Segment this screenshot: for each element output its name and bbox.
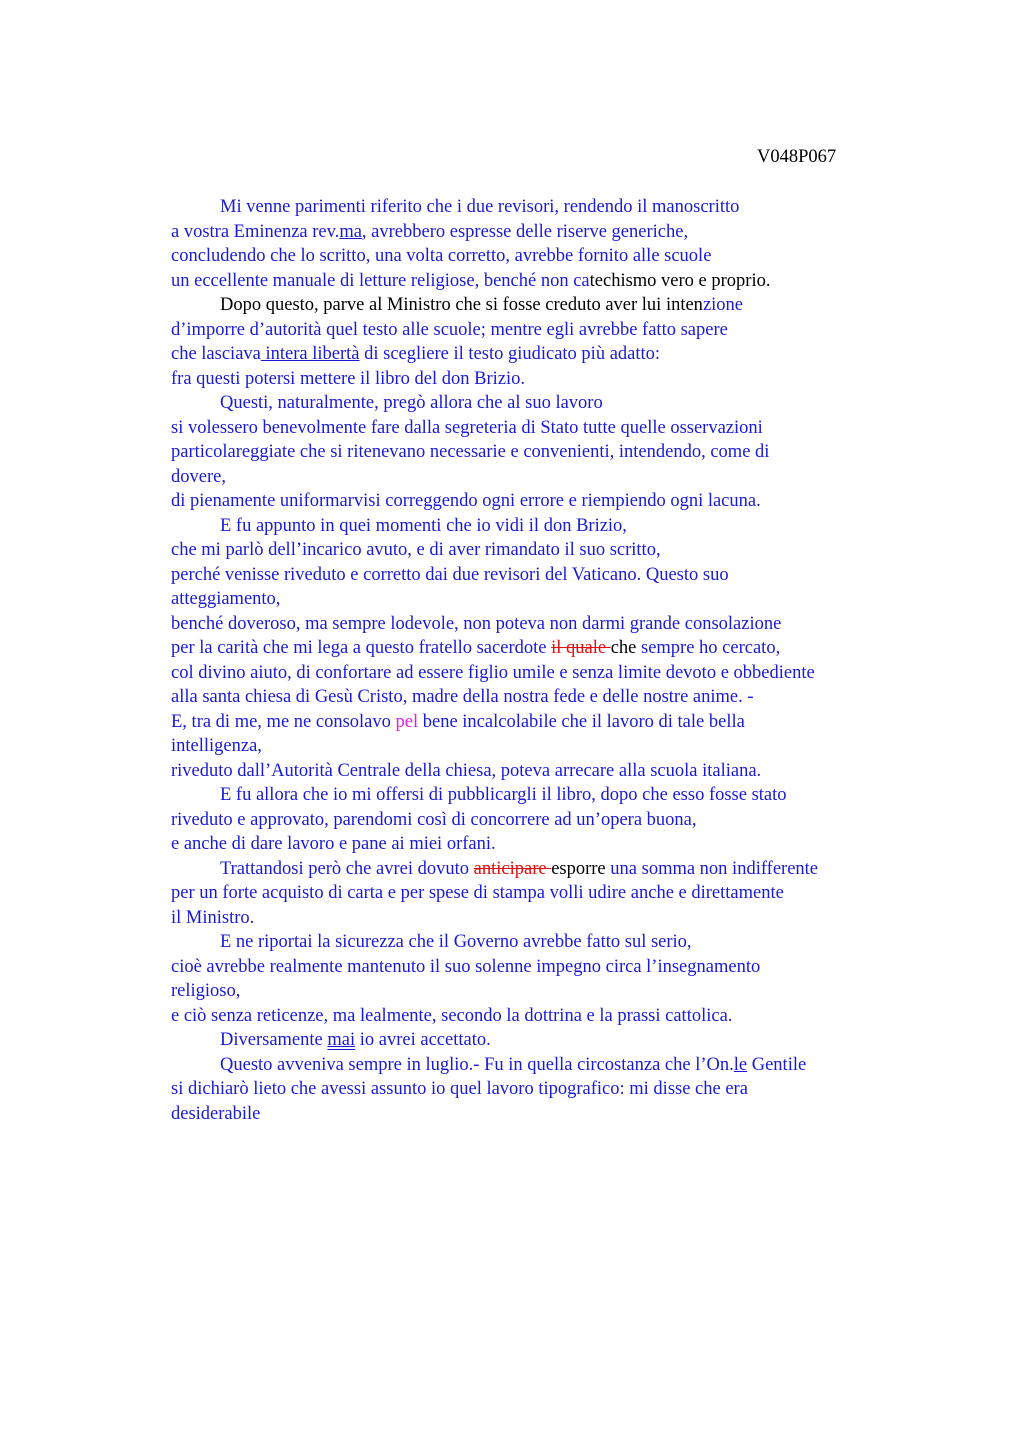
text-segment: e ciò senza reticenze, ma lealmente, secondo la dottrina e la prassi cattolica. — [171, 1005, 733, 1026]
text-segment: Questo avveniva sempre in luglio.- Fu in quella circostanza che l’On. — [220, 1054, 734, 1075]
text-line — [171, 759, 931, 784]
text-segment: a vostra Eminenza rev. — [171, 221, 340, 242]
text-line — [171, 1053, 931, 1078]
text-line — [171, 587, 931, 612]
text-line — [171, 734, 931, 759]
text-line — [171, 416, 931, 441]
text-segment: techismo vero e proprio. — [589, 270, 771, 291]
text-segment: che mi parlò dell’incarico avuto, e di aver rimandato il suo scritto, — [171, 540, 661, 560]
text-segment: Mi venne parimenti riferito che i due revisori, rendendo il manoscritto — [220, 197, 740, 217]
text-segment: si dichiarò lieto che avessi assunto io quel lavoro tipografico: mi disse che era — [171, 1079, 748, 1099]
text-line — [171, 440, 931, 465]
text-line — [171, 1028, 931, 1053]
text-line — [171, 367, 931, 392]
text-line — [171, 857, 931, 882]
text-segment: E, tra di me, me ne consolavo — [171, 711, 396, 732]
text-segment: col divino aiuto, di confortare ad essere figlio umile e senza limite devoto e obbediente — [171, 662, 815, 683]
text-segment: perché venisse riveduto e corretto dai due revisori del Vaticano. Questo suo — [171, 564, 729, 585]
text-segment: E fu allora che io mi offersi di pubblicargli il libro, dopo che esso fosse stato — [220, 785, 787, 805]
text-line — [171, 710, 931, 735]
text-line — [171, 930, 931, 955]
text-segment: Diversamente — [220, 1030, 328, 1050]
text-segment: e anche di dare lavoro e pane ai miei orfani. — [171, 834, 496, 854]
text-segment: intelligenza, — [171, 736, 262, 756]
text-line — [171, 612, 931, 637]
text-segment: Gentile — [747, 1054, 807, 1075]
text-line — [171, 465, 931, 490]
text-segment: concludendo che lo scritto, una volta corretto, avrebbe fornito alle scuole — [171, 246, 712, 266]
text-line — [171, 318, 931, 343]
text-segment: di scegliere il testo giudicato più adatto: — [359, 344, 661, 364]
underlined-text: mai — [327, 1030, 356, 1050]
text-line — [171, 1102, 931, 1127]
text-line — [171, 220, 931, 245]
underlined-text: intera libertà — [260, 344, 360, 364]
text-line — [171, 489, 931, 514]
text-line — [171, 538, 931, 563]
text-segment: particolareggiate che si ritenevano necessarie e convenienti, intendendo, come di — [171, 442, 770, 462]
highlighted-text: pel — [395, 711, 419, 732]
text-segment: Dopo questo, parve al Ministro che si fosse creduto aver lui inten — [220, 295, 703, 315]
text-segment: per un forte acquisto di carta e per spese di stampa volli udire anche e direttamente — [171, 883, 784, 903]
text-segment: desiderabile — [171, 1103, 261, 1124]
text-line — [171, 955, 931, 980]
text-segment: che lasciava — [171, 344, 261, 364]
text-segment: io avrei accettato. — [355, 1030, 491, 1050]
text-line — [171, 269, 931, 294]
text-line — [171, 783, 931, 808]
text-segment: cioè avrebbe realmente mantenuto il suo solenne impegno circa l’insegnamento — [171, 956, 761, 977]
text-segment: un eccellente manuale di letture religiose, benché non ca — [171, 270, 590, 291]
text-line — [171, 563, 931, 588]
text-line — [171, 244, 931, 269]
text-line — [171, 391, 931, 416]
text-segment: atteggiamento, — [171, 589, 281, 609]
text-segment: riveduto dall’Autorità Centrale della chiesa, poteva arrecare alla scuola italiana. — [171, 760, 762, 781]
text-segment: benché doveroso, ma sempre lodevole, non poteva non darmi grande consolazione — [171, 613, 782, 634]
underlined-text: ma — [339, 221, 362, 242]
text-segment: una somma non indifferente — [605, 858, 819, 879]
text-segment: bene incalcolabile che il lavoro di tale bella — [418, 711, 745, 732]
text-segment: fra questi potersi mettere il libro del don Brizio. — [171, 368, 525, 389]
text-segment: Questi, naturalmente, pregò allora che al suo lavoro — [220, 393, 603, 413]
text-segment: di pienamente uniformarvisi correggendo ogni errore e riempiendo ogni lacuna. — [171, 491, 761, 511]
document-body — [171, 195, 931, 1126]
text-segment: religioso, — [171, 981, 241, 1001]
text-segment: d’imporre d’autorità quel testo alle scuole; mentre egli avrebbe fatto sapere — [171, 319, 728, 340]
text-line — [171, 1004, 931, 1029]
text-line — [171, 979, 931, 1004]
text-line — [171, 1077, 931, 1102]
text-segment: esporre — [551, 858, 606, 879]
text-line — [171, 832, 931, 857]
text-line — [171, 808, 931, 833]
text-line — [171, 906, 931, 931]
text-segment: alla santa chiesa di Gesù Cristo, madre della nostra fede e delle nostre anime. - — [171, 687, 754, 707]
text-line — [171, 661, 931, 686]
deleted-text: il quale — [551, 638, 611, 658]
text-segment: per la carità che mi lega a questo fratello sacerdote — [171, 638, 552, 658]
text-line — [171, 881, 931, 906]
text-segment: , avrebbero espresse delle riserve generiche, — [361, 221, 689, 242]
text-segment: sempre ho cercato, — [636, 638, 781, 658]
text-line — [171, 293, 931, 318]
text-line — [171, 636, 931, 661]
text-segment: si volessero benevolmente fare dalla segreteria di Stato tutte quelle osservazioni — [171, 417, 763, 438]
page-identifier: V048P067 — [757, 147, 837, 167]
underlined-text: le — [733, 1054, 748, 1075]
text-segment: E fu appunto in quei momenti che io vidi il don Brizio, — [220, 515, 627, 536]
text-segment: zione — [702, 295, 743, 315]
text-segment: il Ministro. — [171, 907, 255, 928]
deleted-text: anticipare — [473, 858, 552, 879]
text-line — [171, 342, 931, 367]
text-segment: dovere, — [171, 466, 226, 487]
text-segment: E ne riportai la sicurezza che il Governo avrebbe fatto sul serio, — [220, 932, 692, 952]
text-line — [171, 514, 931, 539]
text-line — [171, 685, 931, 710]
text-segment: riveduto e approvato, parendomi così di concorrere ad un’opera buona, — [171, 809, 697, 830]
text-segment: Trattandosi però che avrei dovuto — [220, 858, 474, 879]
text-line — [171, 195, 931, 220]
text-segment: che — [610, 638, 637, 658]
